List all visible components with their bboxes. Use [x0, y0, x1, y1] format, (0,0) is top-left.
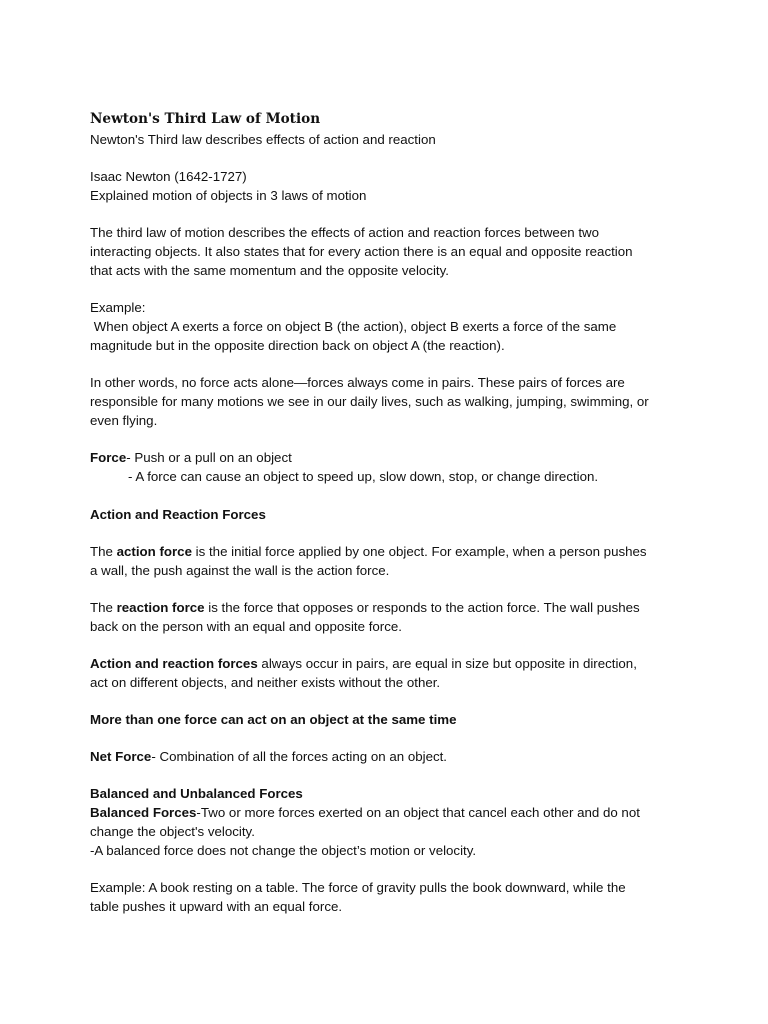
spacer: [90, 205, 690, 223]
text-suffix: always occur in pairs, are equal in size but opposite in direction,: [257, 656, 637, 671]
third-law-paragraph: [90, 223, 690, 280]
action-reaction-forces-paragraph: [90, 654, 690, 692]
heading-text: More than one force can act on an object at the same time: [90, 712, 457, 727]
spacer: [90, 149, 690, 167]
spacer: [90, 486, 690, 505]
paragraph-line: back on the person with an equal and opposite force.: [90, 619, 402, 634]
paragraph-line: magnitude but in the opposite direction back on object A (the reaction).: [90, 338, 505, 353]
paragraph-line: When object A exerts a force on object B (the action), object B exerts a force of the same: [90, 319, 617, 334]
spacer: [90, 860, 690, 878]
paragraph-line: [90, 542, 690, 561]
spacer: [90, 430, 690, 448]
text-prefix: The: [90, 600, 117, 615]
definition-line: [90, 448, 690, 467]
spacer: [90, 355, 690, 373]
document-page: [90, 108, 690, 916]
text-prefix: The: [90, 544, 117, 559]
paragraph-line: The third law of motion describes the effects of action and reaction forces between two: [90, 225, 600, 240]
heading-text: Balanced and Unbalanced Forces: [90, 786, 303, 801]
text-suffix: is the initial force applied by one object. For example, when a person pushes: [191, 544, 647, 559]
net-force-term: Net Force: [90, 749, 152, 764]
spacer: [90, 524, 690, 542]
balanced-forces-definition: [90, 803, 690, 860]
spacer: [90, 766, 690, 784]
paragraph-line: [90, 654, 690, 673]
example-label: Example:: [90, 300, 146, 315]
paragraph-line: a wall, the push against the wall is the action force.: [90, 563, 390, 578]
paragraph-line: [90, 598, 690, 617]
balanced-unbalanced-heading: [90, 784, 690, 803]
multiple-forces-heading: [90, 710, 690, 729]
force-term: Force: [90, 450, 127, 465]
action-force-term: action force: [116, 544, 192, 559]
paragraph-line: even flying.: [90, 413, 158, 428]
spacer: [90, 580, 690, 598]
paragraph-line: Example: A book resting on a table. The force of gravity pulls the book downward, while the: [90, 880, 626, 895]
action-reaction-heading: [90, 505, 690, 524]
book-example-paragraph: [90, 878, 690, 916]
force-definition-text: - Push or a pull on an object: [126, 450, 292, 465]
net-force-text: - Combination of all the forces acting on an object.: [151, 749, 447, 764]
newton-description: Explained motion of objects in 3 laws of motion: [90, 188, 367, 203]
document-title: Newton's Third Law of Motion: [90, 111, 321, 127]
paragraph-line: interacting objects. It also states that for every action there is an equal and opposite reaction: [90, 244, 633, 259]
spacer: [90, 729, 690, 747]
balanced-forces-term: Balanced Forces: [90, 805, 197, 820]
reaction-force-term: reaction force: [116, 600, 205, 615]
force-pairs-paragraph: [90, 373, 690, 430]
paragraph-line: table pushes it upward with an equal force.: [90, 899, 343, 914]
action-force-paragraph: [90, 542, 690, 580]
spacer: [90, 636, 690, 654]
force-bullet: - A force can cause an object to speed up, slow down, stop, or change direction.: [128, 469, 599, 484]
paragraph-line: [90, 803, 690, 822]
example-paragraph: [90, 298, 690, 355]
action-reaction-term: Action and reaction forces: [90, 656, 258, 671]
balanced-forces-text: -Two or more forces exerted on an object that cancel each other and do not: [196, 805, 640, 820]
paragraph-line: that acts with the same momentum and the opposite velocity.: [90, 263, 449, 278]
paragraph-line: change the object's velocity.: [90, 824, 255, 839]
force-definition: [90, 448, 690, 486]
reaction-force-paragraph: [90, 598, 690, 636]
paragraph-line: In other words, no force acts alone—forces always come in pairs. These pairs of forces are: [90, 375, 625, 390]
heading-text: Action and Reaction Forces: [90, 507, 266, 522]
net-force-definition: [90, 747, 690, 766]
paragraph-line: -A balanced force does not change the object’s motion or velocity.: [90, 843, 477, 858]
paragraph-line: responsible for many motions we see in our daily lives, such as walking, jumping, swimming, or: [90, 394, 649, 409]
spacer: [90, 280, 690, 298]
text-suffix: is the force that opposes or responds to the action force. The wall pushes: [204, 600, 640, 615]
paragraph-line: act on different objects, and neither exists without the other.: [90, 675, 441, 690]
subtitle: Newton's Third law describes effects of action and reaction: [90, 132, 436, 147]
spacer: [90, 692, 690, 710]
newton-name: Isaac Newton (1642-1727): [90, 169, 247, 184]
